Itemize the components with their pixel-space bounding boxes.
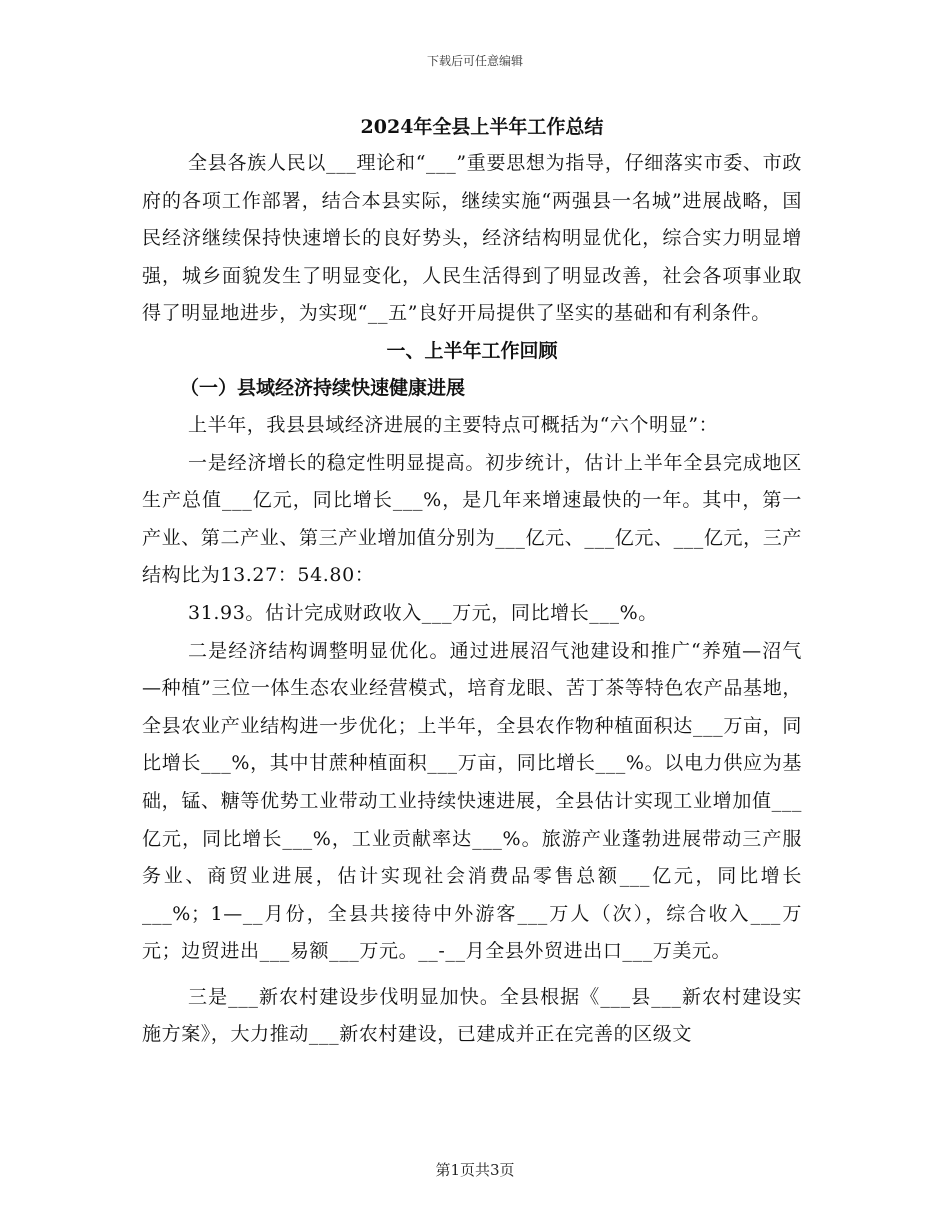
section-heading-review: 一、上半年工作回顾 [386, 339, 558, 362]
second-point-paragraph: 二是经济结构调整明显优化。通过进展沼气池建设和推广“养殖—沼气—种植”三位一体生态农业经营模式，培育龙眼、苦丁茶等特色农产品基地，全县农业产业结构进一步优化；上半年，全县农作物种植面积达___万亩，同比增长___%，其中甘蔗种植面积___万亩，同比增长___%。以电力供应为基础，锰、糖等优势工业带动工业持续快速进展，全县估计实现工业增加值___亿元，同比增长___%，工业贡献率达___%。旅游产业蓬勃进展带动三产服务业、商贸业进展，估计实现社会消费品零售总额___亿元，同比增长___%；1—__月份，全县共接待中外游客___万人（次），综合收入___万元；边贸进出___易额___万元。__-__月全县外贸进出口___万美元。 [142, 639, 802, 963]
subsection-heading-economy: （一）县域经济持续快速健康进展 [180, 376, 466, 399]
page-number-footer: 第1页共3页 [435, 1161, 515, 1179]
document-title: 2024年全县上半年工作总结 [360, 116, 604, 138]
third-point-paragraph: 三是___新农村建设步伐明显加快。全县根据《___县___新农村建设实施方案》，大力推动___新农村建设，已建成并正在完善的区级文 [142, 985, 802, 1046]
first-point-continuation: 31.93。估计完成财政收入___万元，同比增长___%。 [188, 601, 658, 624]
document-body [142, 110, 802, 1054]
overview-paragraph: 上半年，我县县域经济进展的主要特点可概括为“六个明显”： [188, 413, 719, 436]
first-point-paragraph: 一是经济增长的稳定性明显提高。初步统计，估计上半年全县完成地区生产总值___亿元，同比增长___%，是几年来增速最快的一年。其中，第一产业、第二产业、第三产业增加值分别为___亿元、___亿元、___亿元，三产结构比为13.27：54.80： [142, 451, 802, 587]
intro-paragraph: 全县各族人民以___理论和“___”重要思想为指导，仔细落实市委、市政府的各项工作部署，结合本县实际，继续实施“两强县一名城”进展战略，国民经济继续保持快速增长的良好势头，经济结构明显优化，综合实力明显增强，城乡面貌发生了明显变化，人民生活得到了明显改善，社会各项事业取得了明显地进步，为实现“__五”良好开局提供了坚实的基础和有利条件。 [142, 152, 802, 325]
page-header-note: 下载后可任意编辑 [426, 54, 523, 68]
